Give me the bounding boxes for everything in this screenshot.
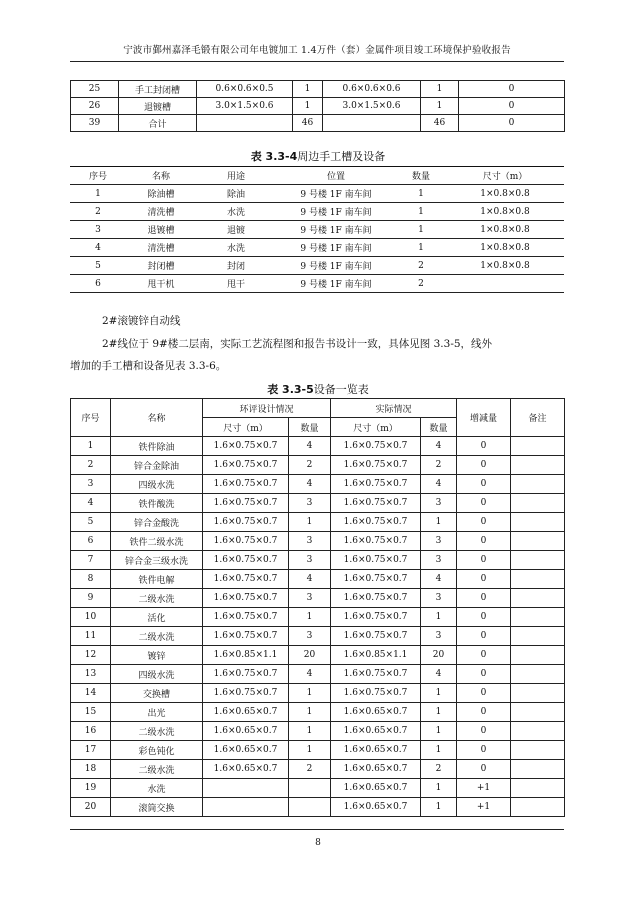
table-cell: 1 <box>289 722 331 741</box>
table-cell: 3 <box>70 221 126 239</box>
table-row <box>71 456 565 475</box>
table-row <box>71 532 565 551</box>
table-cell: 0 <box>457 437 511 456</box>
table-cell: 退镀槽 <box>126 221 196 239</box>
table-continued <box>70 80 565 132</box>
table-cell: 1.6×0.75×0.7 <box>203 532 289 551</box>
table-cell: 1.6×0.75×0.7 <box>331 513 421 532</box>
table-cell: 1 <box>421 798 457 817</box>
table-row <box>71 551 565 570</box>
table-cell: 1.6×0.75×0.7 <box>203 494 289 513</box>
table-cell: 0.6×0.6×0.5 <box>197 81 293 98</box>
table-cell <box>511 741 565 760</box>
table-cell: 3 <box>289 627 331 646</box>
table-row <box>70 275 564 293</box>
table-cell: 6 <box>71 532 111 551</box>
table-cell <box>511 456 565 475</box>
table-row <box>71 798 565 817</box>
table-cell: 1.6×0.65×0.7 <box>331 779 421 798</box>
table-row <box>71 608 565 627</box>
table-cell: 1.6×0.75×0.7 <box>331 475 421 494</box>
table-cell: 1 <box>289 608 331 627</box>
table-cell: 0 <box>457 475 511 494</box>
table-cell: 1 <box>293 98 323 115</box>
table-row <box>71 570 565 589</box>
table-cell: 锌合金酸洗 <box>111 513 203 532</box>
table-3-3-5-caption <box>0 381 636 397</box>
table-cell: 封闭 <box>196 257 276 275</box>
table-cell: 四级水洗 <box>111 665 203 684</box>
table-cell: 铁件电解 <box>111 570 203 589</box>
table-cell <box>511 627 565 646</box>
table-3-3-4 <box>70 166 564 293</box>
table-cell <box>446 275 564 293</box>
table-cell: 9 号楼 1F 南车间 <box>276 221 396 239</box>
table-cell: 1.6×0.75×0.7 <box>203 589 289 608</box>
page-header: 宁波市鄞州嘉泽毛锻有限公司年电镀加工 1.4万件（套）金属件项目竣工环境保护验收报告 <box>123 45 511 56</box>
table-cell: 46 <box>293 115 323 132</box>
table-cell: 1 <box>70 185 126 203</box>
table-cell <box>511 722 565 741</box>
table-row <box>71 684 565 703</box>
table-row <box>70 239 564 257</box>
footer-rule <box>70 829 564 830</box>
table-cell: 1.6×0.75×0.7 <box>203 627 289 646</box>
table-row <box>71 81 565 98</box>
table-header-cell: 位置 <box>276 167 396 185</box>
table-cell: 0 <box>457 494 511 513</box>
table-row <box>71 741 565 760</box>
table-cell: 二级水洗 <box>111 627 203 646</box>
table-cell: 0 <box>459 115 565 132</box>
table-cell: 铁件酸洗 <box>111 494 203 513</box>
table-row <box>71 494 565 513</box>
table-cell: 3.0×1.5×0.6 <box>197 98 293 115</box>
table-cell: 5 <box>70 257 126 275</box>
table-cell: 0 <box>457 741 511 760</box>
table-cell <box>511 646 565 665</box>
table-cell: 1×0.8×0.8 <box>446 185 564 203</box>
table-cell: 8 <box>71 570 111 589</box>
table-cell: 水洗 <box>196 239 276 257</box>
table-cell <box>511 589 565 608</box>
table-cell: 1 <box>421 722 457 741</box>
table-cell: 3 <box>71 475 111 494</box>
table-cell: 0 <box>457 551 511 570</box>
table-cell: 镀锌 <box>111 646 203 665</box>
table-cell: 1.6×0.85×1.1 <box>203 646 289 665</box>
table-cell: 1 <box>421 703 457 722</box>
table-cell: 1.6×0.75×0.7 <box>331 437 421 456</box>
table-cell: 3 <box>289 551 331 570</box>
table-cell: 合计 <box>119 115 197 132</box>
table-row <box>71 513 565 532</box>
table-cell: 1×0.8×0.8 <box>446 221 564 239</box>
table-cell: 20 <box>289 646 331 665</box>
table-cell: 3 <box>421 551 457 570</box>
table-cell: 9 号楼 1F 南车间 <box>276 257 396 275</box>
table-cell <box>511 437 565 456</box>
table-cell: 1.6×0.65×0.7 <box>331 703 421 722</box>
table-row <box>70 203 564 221</box>
table-cell: 0 <box>457 760 511 779</box>
table-cell: 3 <box>421 589 457 608</box>
table-cell: 3 <box>421 532 457 551</box>
table-cell: 1.6×0.85×1.1 <box>331 646 421 665</box>
header-index: 序号 <box>71 399 111 437</box>
table-cell: 9 号楼 1F 南车间 <box>276 239 396 257</box>
table-row <box>71 627 565 646</box>
table-cell <box>511 513 565 532</box>
section-paragraph <box>70 333 564 377</box>
table-cell: 1 <box>396 221 446 239</box>
table-cell: 4 <box>421 570 457 589</box>
table-cell: 2 <box>70 203 126 221</box>
table-cell: 0 <box>457 646 511 665</box>
table-cell: 1 <box>421 684 457 703</box>
table-row <box>70 221 564 239</box>
table-cell: 1 <box>293 81 323 98</box>
table-cell: 5 <box>71 513 111 532</box>
header-eia: 环评设计情况 <box>203 399 331 418</box>
table-cell: 1.6×0.75×0.7 <box>331 532 421 551</box>
table-cell: 0 <box>459 81 565 98</box>
table-row <box>70 185 564 203</box>
page-number: 8 <box>315 838 321 848</box>
table-cell <box>323 115 421 132</box>
header-actual: 实际情况 <box>331 399 457 418</box>
table-cell: 0 <box>457 703 511 722</box>
table-cell: 1 <box>421 779 457 798</box>
table-cell: 9 号楼 1F 南车间 <box>276 275 396 293</box>
table-cell: 0 <box>457 665 511 684</box>
table-cell: 1.6×0.75×0.7 <box>203 513 289 532</box>
table-cell: 1 <box>289 741 331 760</box>
table-cell: 4 <box>421 437 457 456</box>
table-cell: 水洗 <box>111 779 203 798</box>
table-cell: 20 <box>71 798 111 817</box>
table-cell: 1.6×0.75×0.7 <box>203 456 289 475</box>
table-cell: 2 <box>421 456 457 475</box>
table-cell: 二级水洗 <box>111 760 203 779</box>
header-change: 增减量 <box>457 399 511 437</box>
table-cell: 1 <box>396 239 446 257</box>
paragraph-line-1: 2#线位于 9#楼二层南，实际工艺流程图和报告书设计一致，具体见图 3.3-5，线外 <box>102 338 493 350</box>
caption-label: 表 3.3-5 <box>267 383 314 396</box>
table-cell: 1.6×0.75×0.7 <box>203 570 289 589</box>
table-cell: 1.6×0.75×0.7 <box>203 437 289 456</box>
table-cell: 4 <box>289 475 331 494</box>
table-cell: 4 <box>71 494 111 513</box>
table-cell: 17 <box>71 741 111 760</box>
table-row <box>71 475 565 494</box>
table-cell: 0 <box>457 722 511 741</box>
table-cell: 11 <box>71 627 111 646</box>
table-cell: 0 <box>457 684 511 703</box>
table-cell: 0 <box>457 589 511 608</box>
table-cell: 9 <box>71 589 111 608</box>
table-cell: 0 <box>457 513 511 532</box>
table-cell: 1 <box>421 608 457 627</box>
table-cell: 铁件除油 <box>111 437 203 456</box>
table-cell: 2 <box>421 760 457 779</box>
table-cell: 1.6×0.65×0.7 <box>331 798 421 817</box>
table-3-3-5 <box>70 398 565 817</box>
table-cell <box>511 608 565 627</box>
table-cell <box>289 798 331 817</box>
table-cell: 1.6×0.75×0.7 <box>331 627 421 646</box>
table-header-cell: 尺寸（m） <box>446 167 564 185</box>
header-actual-qty: 数量 <box>421 418 457 437</box>
table-cell: 彩色钝化 <box>111 741 203 760</box>
header-eia-qty: 数量 <box>289 418 331 437</box>
table-cell: 0 <box>457 456 511 475</box>
table-cell: 15 <box>71 703 111 722</box>
table-row <box>71 589 565 608</box>
table-cell: 4 <box>421 475 457 494</box>
table-cell: 1 <box>289 513 331 532</box>
table-cell: 1 <box>289 703 331 722</box>
table-cell: 1.6×0.75×0.7 <box>331 684 421 703</box>
table-header-cell: 数量 <box>396 167 446 185</box>
table-cell <box>511 551 565 570</box>
table-cell: 1.6×0.75×0.7 <box>203 475 289 494</box>
table-cell <box>511 703 565 722</box>
table-cell: 1.6×0.75×0.7 <box>331 456 421 475</box>
table-cell: 1.6×0.75×0.7 <box>203 551 289 570</box>
table-cell: 1.6×0.65×0.7 <box>203 741 289 760</box>
table-cell: 铁件二级水洗 <box>111 532 203 551</box>
table-cell <box>511 475 565 494</box>
table-cell <box>511 779 565 798</box>
table-cell <box>289 779 331 798</box>
table-cell: 0 <box>457 608 511 627</box>
table-cell: 1.6×0.75×0.7 <box>203 684 289 703</box>
table-cell: 1.6×0.65×0.7 <box>203 722 289 741</box>
table-cell: 3 <box>289 494 331 513</box>
table-cell: 锌合金三级水洗 <box>111 551 203 570</box>
table-cell: 26 <box>71 98 119 115</box>
table-cell <box>511 570 565 589</box>
table-cell: 1 <box>421 741 457 760</box>
table-3-3-4-caption <box>0 148 636 164</box>
table-cell: 2 <box>396 275 446 293</box>
table-cell: 9 号楼 1F 南车间 <box>276 185 396 203</box>
table-cell <box>511 494 565 513</box>
table-cell: 甩干 <box>196 275 276 293</box>
table-cell: 0 <box>457 570 511 589</box>
table-cell: 1.6×0.75×0.7 <box>331 570 421 589</box>
table-cell: 4 <box>70 239 126 257</box>
table-cell: 1.6×0.75×0.7 <box>331 551 421 570</box>
table-cell: 0 <box>457 532 511 551</box>
table-cell: 1 <box>289 684 331 703</box>
table-cell: 13 <box>71 665 111 684</box>
table-cell <box>511 684 565 703</box>
table-cell: 锌合金除油 <box>111 456 203 475</box>
table-cell: 1.6×0.65×0.7 <box>203 760 289 779</box>
table-header-cell: 用途 <box>196 167 276 185</box>
table-cell <box>197 115 293 132</box>
table-cell: 39 <box>71 115 119 132</box>
table-cell: 1.6×0.75×0.7 <box>331 494 421 513</box>
table-cell: 3 <box>289 589 331 608</box>
table-cell: 四级水洗 <box>111 475 203 494</box>
table-cell: 退镀 <box>196 221 276 239</box>
table-cell: +1 <box>457 779 511 798</box>
table-cell: 1 <box>396 203 446 221</box>
table-row <box>71 722 565 741</box>
table-row <box>71 115 565 132</box>
table-cell: 1 <box>396 185 446 203</box>
table-cell <box>511 665 565 684</box>
table-cell: 1.6×0.75×0.7 <box>331 589 421 608</box>
table-cell: 二级水洗 <box>111 722 203 741</box>
table-cell: 除油 <box>196 185 276 203</box>
table-cell: 退镀槽 <box>119 98 197 115</box>
header-eia-size: 尺寸（m） <box>203 418 289 437</box>
table-row <box>71 779 565 798</box>
header-rule <box>70 61 564 62</box>
table-cell: 手工封闭槽 <box>119 81 197 98</box>
table-cell: 1 <box>421 513 457 532</box>
table-cell: 46 <box>421 115 459 132</box>
table-cell: 二级水洗 <box>111 589 203 608</box>
table-cell: 10 <box>71 608 111 627</box>
table-cell: 封闭槽 <box>126 257 196 275</box>
table-cell: 1.6×0.65×0.7 <box>331 741 421 760</box>
table-header-cell: 名称 <box>126 167 196 185</box>
table-cell <box>511 532 565 551</box>
table-row <box>71 760 565 779</box>
table-cell: 交换槽 <box>111 684 203 703</box>
table-cell: 9 号楼 1F 南车间 <box>276 203 396 221</box>
table-cell: 1.6×0.65×0.7 <box>331 760 421 779</box>
table-row <box>71 646 565 665</box>
table-cell: 3 <box>421 494 457 513</box>
table-cell: 18 <box>71 760 111 779</box>
section-heading: 2#滚镀锌自动线 <box>102 315 181 327</box>
table-cell: 1.6×0.65×0.7 <box>203 703 289 722</box>
table-row <box>71 665 565 684</box>
table-cell: 1 <box>71 437 111 456</box>
table-cell: 2 <box>289 456 331 475</box>
table-cell: 1.6×0.75×0.7 <box>331 608 421 627</box>
table-cell: 19 <box>71 779 111 798</box>
table-cell <box>511 760 565 779</box>
table-cell: 1 <box>421 98 459 115</box>
table-cell: 活化 <box>111 608 203 627</box>
table-cell: 0 <box>457 627 511 646</box>
table-cell: 4 <box>421 665 457 684</box>
table-cell: 2 <box>396 257 446 275</box>
table-cell: 20 <box>421 646 457 665</box>
table-cell: 0.6×0.6×0.6 <box>323 81 421 98</box>
table-cell <box>203 779 289 798</box>
table-cell: 1.6×0.75×0.7 <box>203 665 289 684</box>
table-cell: 除油槽 <box>126 185 196 203</box>
table-cell: 1.6×0.65×0.7 <box>331 722 421 741</box>
table-cell: 1×0.8×0.8 <box>446 203 564 221</box>
table-cell: +1 <box>457 798 511 817</box>
table-cell: 1×0.8×0.8 <box>446 239 564 257</box>
table-cell <box>511 798 565 817</box>
header-actual-size: 尺寸（m） <box>331 418 421 437</box>
header-name: 名称 <box>111 399 203 437</box>
table-row <box>71 98 565 115</box>
table-cell: 出光 <box>111 703 203 722</box>
table-cell: 6 <box>70 275 126 293</box>
table-cell: 3.0×1.5×0.6 <box>323 98 421 115</box>
table-cell: 2 <box>71 456 111 475</box>
table-cell: 1.6×0.75×0.7 <box>203 608 289 627</box>
table-cell: 甩干机 <box>126 275 196 293</box>
table-cell: 3 <box>421 627 457 646</box>
paragraph-line-2: 增加的手工槽和设备见表 3.3-6。 <box>70 360 227 372</box>
table-cell: 0 <box>459 98 565 115</box>
table-row <box>71 703 565 722</box>
table-cell: 4 <box>289 665 331 684</box>
table-cell: 1 <box>421 81 459 98</box>
caption-label: 表 3.3-4 <box>250 150 298 163</box>
table-cell: 14 <box>71 684 111 703</box>
header-remark: 备注 <box>511 399 565 437</box>
table-cell: 12 <box>71 646 111 665</box>
caption-text: 设备一览表 <box>313 383 369 396</box>
table-cell: 7 <box>71 551 111 570</box>
table-cell: 1.6×0.75×0.7 <box>331 665 421 684</box>
table-cell: 水洗 <box>196 203 276 221</box>
table-cell: 滚筒交换 <box>111 798 203 817</box>
caption-text: 周边手工槽及设备 <box>297 150 386 163</box>
table-row <box>70 257 564 275</box>
table-cell: 清洗槽 <box>126 239 196 257</box>
table-header-cell: 序号 <box>70 167 126 185</box>
table-cell: 3 <box>289 532 331 551</box>
table-cell: 1×0.8×0.8 <box>446 257 564 275</box>
table-cell: 25 <box>71 81 119 98</box>
table-cell <box>203 798 289 817</box>
table-cell: 4 <box>289 437 331 456</box>
table-cell: 16 <box>71 722 111 741</box>
table-row <box>71 437 565 456</box>
table-cell: 清洗槽 <box>126 203 196 221</box>
table-cell: 2 <box>289 760 331 779</box>
table-cell: 4 <box>289 570 331 589</box>
